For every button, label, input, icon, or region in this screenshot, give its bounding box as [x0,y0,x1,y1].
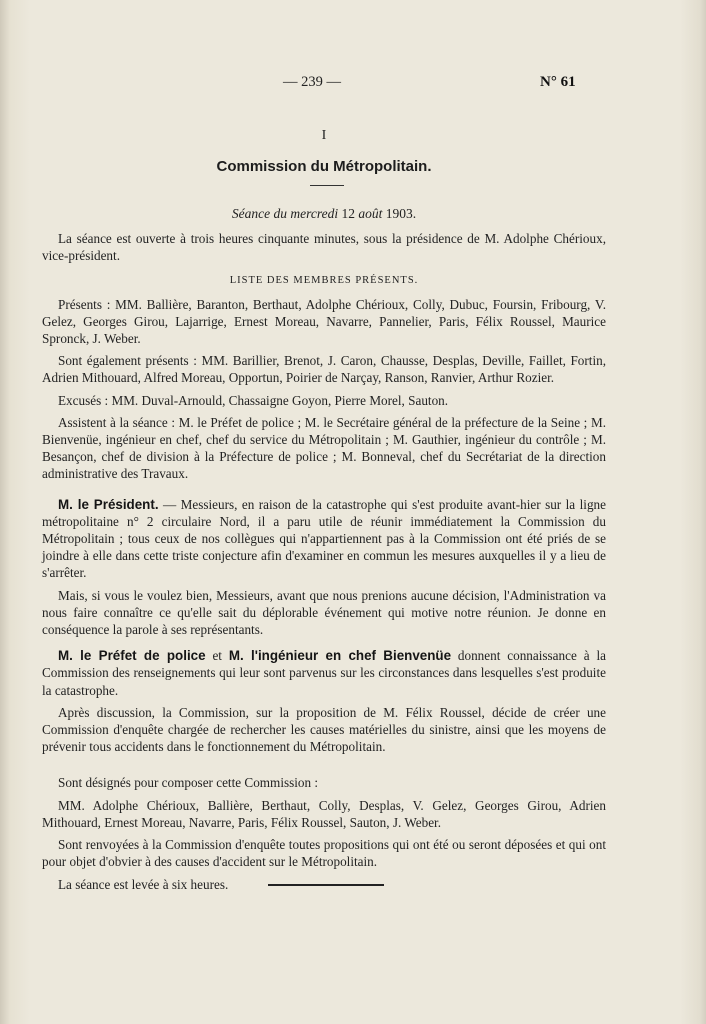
president-paragraph [42,496,606,582]
referred-paragraph: Sont renvoyées à la Commission d'enquête toutes propositions qui ont été ou seront déposées et qui ont pour objet d'obvier à des causes d'accident sur le Métropolitain. [42,837,606,870]
prefect-paragraph [42,647,606,699]
prefect-connector: et [205,648,229,664]
discussion-paragraph: Après discussion, la Commission, sur la proposition de M. Félix Roussel, décide de créer une Commission d'enquête chargée de rechercher les causes matérielles du sinistre, ainsi que les moyens de prévenir tous accidents dans le fonctionnement du Métropolitain. [42,704,606,755]
end-rule [268,884,384,886]
president-speaker: M. le Président. [58,496,159,512]
prefect-speech: donnent connaissance à la Commission des renseignements qui leur sont parvenus sur les circonstances dans lesquelles s'est produite la catastrophe. [42,648,606,698]
session-month: août [358,206,383,221]
document-number: N° 61 [540,74,576,90]
designated-members: MM. Adolphe Chérioux, Ballière, Berthaut, Colly, Desplas, V. Gelez, Georges Girou, Adrien Mithouard, Ernest Moreau, Navarre, Paris, Félix Roussel, Sauton, J. Weber. [42,797,606,830]
also-present-paragraph: Sont également présents : MM. Barillier, Brenot, J. Caron, Chausse, Desplas, Deville, Faillet, Fortin, Adrien Mithouard, Alfred Moreau, Opportun, Poirier de Narçay, Ranson, Ranvier, Arthur Rozier. [42,353,606,386]
session-prefix: Séance du mercredi [231,206,339,221]
session-day: 12 [338,206,359,221]
page-header [0,74,706,96]
closing-line [42,876,606,893]
opening-paragraph: La séance est ouverte à trois heures cinquante minutes, sous la présidence de M. Adolphe Chérioux, vice-président. [42,231,606,264]
title-rule [310,185,344,186]
engineer-speaker: M. l'ingénieur en chef Bienvenüe [228,648,452,664]
designated-intro: Sont désignés pour composer cette Commission : [58,775,319,791]
session-year: 1903. [382,206,417,221]
prefect-speaker: M. le Préfet de police [58,648,206,664]
closing-paragraph: La séance est levée à six heures. [58,876,229,892]
page-number: — 239 — [283,74,341,90]
excused-paragraph: Excusés : MM. Duval-Arnould, Chassaigne Goyon, Pierre Morel, Sauton. [58,392,449,408]
body-text [42,230,606,898]
section-numeral: I [321,128,327,143]
members-list-title: LISTE DES MEMBRES PRÉSENTS. [229,275,419,287]
president-speech: — Messieurs, en raison de la catastrophe qui s'est produite avant-hier sur la ligne métropolitaine n° 2 circulaire Nord, il a paru utile de réunir immédiatement la Commission du Métropolitain ; tous ceux de nos collègues qui n'appartiennent pas à la Commission ont été priés de se joindre à elle dans cette triste conjecture afin d'examiner en commun les mesures auxquelles il y a lieu de s'arrêter. [42,496,606,581]
attending-paragraph: Assistent à la séance : M. le Préfet de police ; M. le Secrétaire général de la préfecture de la Seine ; M. Bienvenüe, ingénieur en chef, chef du service du Métropolitain ; M. Gauthier, ingénieur du contrôle ; M. Besançon, chef de division à la Préfecture de police ; M. Bonneval, chef du Secrétariat de la direction administrative des Travaux. [42,414,606,482]
president-paragraph-2: Mais, si vous le voulez bien, Messieurs, avant que nous prenions aucune décision, l'Administration va nous faire connaître ce qu'elle sait du déplorable événement qui motive notre réunion. Je donne en conséquence la parole à ses représentants. [42,587,606,638]
session-date [0,206,648,222]
presents-paragraph: Présents : MM. Ballière, Baranton, Berthaut, Adolphe Chérioux, Colly, Dubuc, Foursin, Fribourg, V. Gelez, Georges Girou, Lajarrige, Ernest Moreau, Navarre, Pannelier, Paris, Félix Roussel, Maurice Spronck, J. Weber. [42,296,606,347]
document-title: Commission du Métropolitain. [216,158,432,175]
